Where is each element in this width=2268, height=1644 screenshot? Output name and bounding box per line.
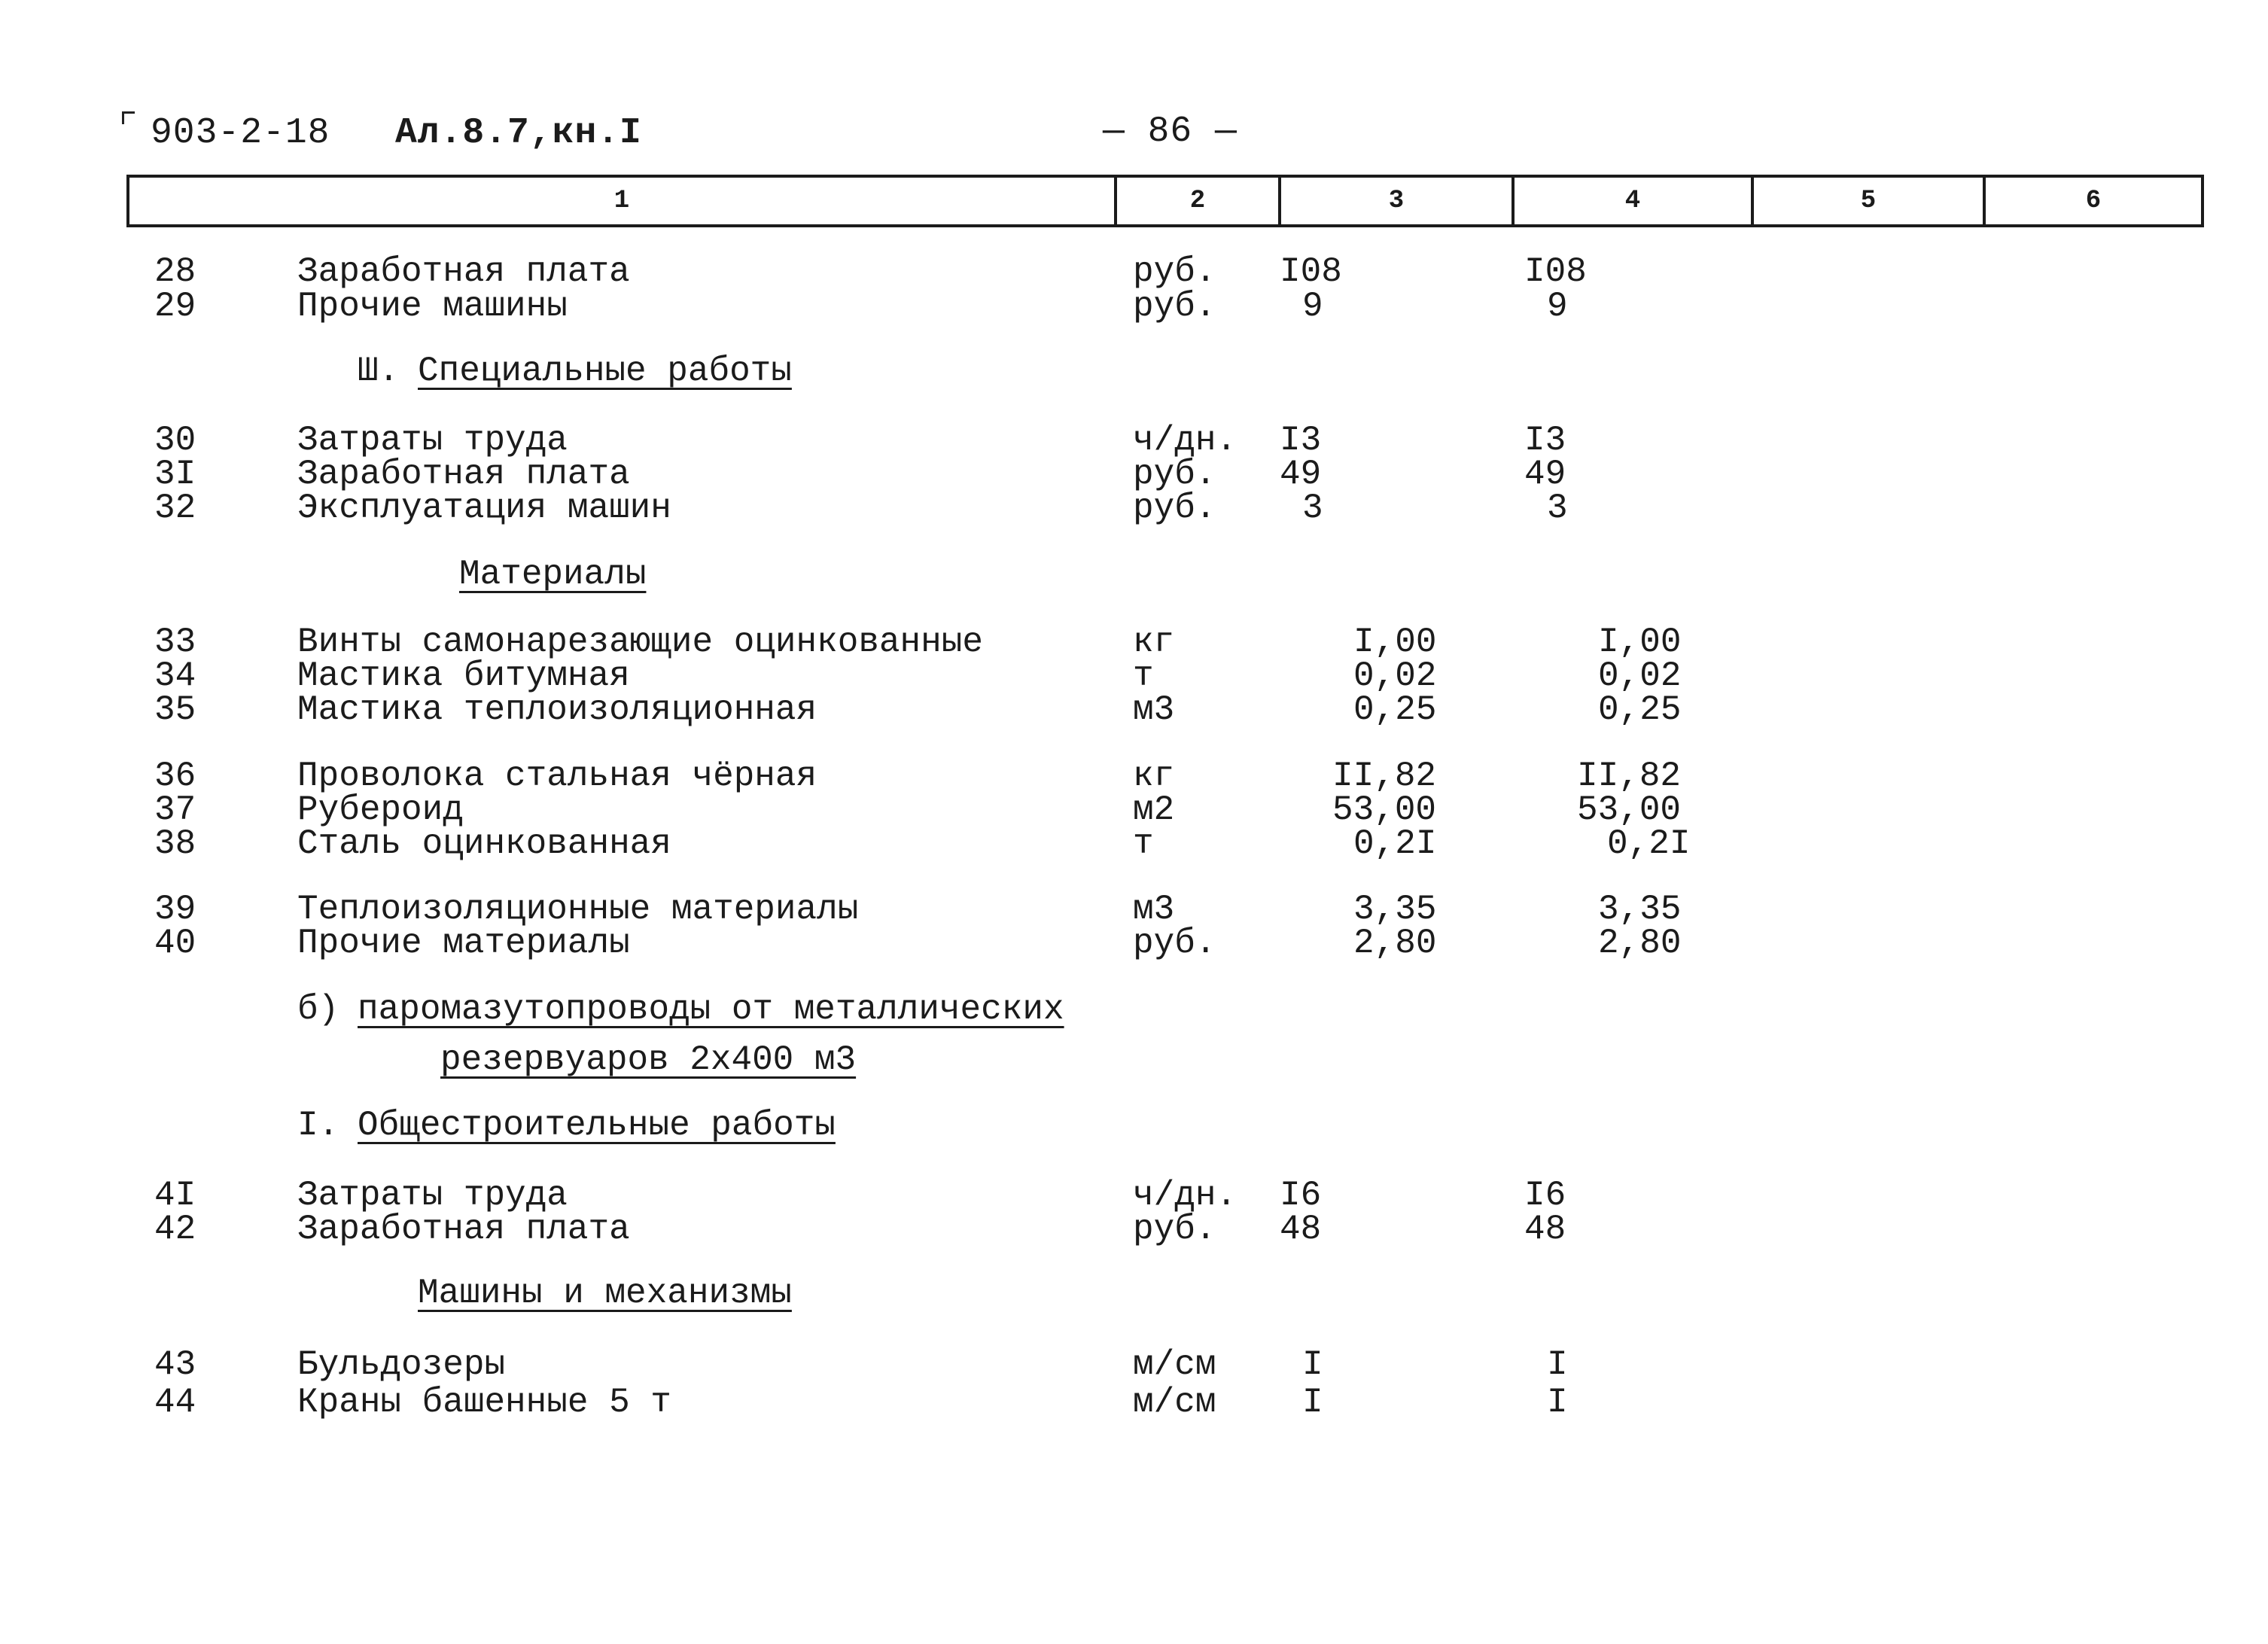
row-name: Мастика битумная <box>297 656 630 696</box>
row-unit: руб. <box>1133 1210 1216 1249</box>
row-unit: ч/дн. <box>1133 1176 1238 1215</box>
row-value-col3: 53,00 <box>1332 790 1437 830</box>
section-prefix: Ш. <box>358 352 400 391</box>
row-number: 44 <box>154 1383 196 1422</box>
row-name: Затраты труда <box>297 421 568 460</box>
row-unit: руб. <box>1133 924 1216 963</box>
row-number: 36 <box>154 757 196 796</box>
row-name: Эксплуатация машин <box>297 489 671 528</box>
row-unit: м/см <box>1133 1383 1216 1422</box>
row-value-col3: 0,02 <box>1353 656 1437 696</box>
row-unit: м3 <box>1133 890 1175 929</box>
row-value-col4: 3 <box>1547 489 1568 528</box>
column-header-5: 5 <box>1754 178 1986 224</box>
row-number: 37 <box>154 790 196 830</box>
row-name: Винты самонарезающие оцинкованные <box>297 623 983 662</box>
column-header-1: 1 <box>129 178 1117 224</box>
row-value-col4: 0,25 <box>1598 690 1682 729</box>
row-number: 42 <box>154 1210 196 1249</box>
row-value-col3: 0,25 <box>1353 690 1437 729</box>
row-unit: руб. <box>1133 489 1216 528</box>
section-heading-general: Общестроительные работы <box>358 1106 836 1145</box>
row-value-col3: 49 <box>1280 455 1322 494</box>
column-header-2: 2 <box>1117 178 1281 224</box>
subsection-heading-line1: паромазутопроводы от металлических <box>358 990 1064 1029</box>
row-value-col4: I3 <box>1524 421 1566 460</box>
row-name: Рубероид <box>297 790 464 830</box>
row-number: 29 <box>154 287 196 326</box>
doc-code: 903-2-18 <box>151 113 330 154</box>
row-value-col3: I <box>1302 1345 1323 1384</box>
section-prefix: I. <box>297 1106 339 1145</box>
subsection-heading-line2: резервуаров 2х400 м3 <box>440 1040 857 1079</box>
row-value-col3: 0,2I <box>1353 824 1437 863</box>
row-number: 34 <box>154 656 196 696</box>
row-number: 43 <box>154 1345 196 1384</box>
row-value-col4: 48 <box>1524 1210 1566 1249</box>
row-unit: ч/дн. <box>1133 421 1238 460</box>
row-name: Мастика теплоизоляционная <box>297 690 817 729</box>
row-name: Затраты труда <box>297 1176 568 1215</box>
row-name: Прочие материалы <box>297 924 630 963</box>
row-unit: руб. <box>1133 455 1216 494</box>
row-value-col3: 3 <box>1302 489 1323 528</box>
row-name: Бульдозеры <box>297 1345 506 1384</box>
row-value-col4: II,82 <box>1577 757 1682 796</box>
row-number: 33 <box>154 623 196 662</box>
row-unit: т <box>1133 656 1154 696</box>
row-value-col4: 9 <box>1547 287 1568 326</box>
row-name: Сталь оцинкованная <box>297 824 671 863</box>
row-value-col3: I,00 <box>1353 623 1437 662</box>
row-name: Краны башенные 5 т <box>297 1383 671 1422</box>
section-heading-special: Специальные работы <box>418 352 792 391</box>
row-value-col4: I6 <box>1524 1176 1566 1215</box>
row-number: 3I <box>154 455 196 494</box>
row-value-col4: 49 <box>1524 455 1566 494</box>
column-header-6: 6 <box>2085 187 2102 215</box>
subsection-prefix: б) <box>297 990 339 1029</box>
row-value-col4: I08 <box>1524 252 1587 291</box>
column-header-row <box>126 175 2204 227</box>
row-value-col3: I6 <box>1280 1176 1322 1215</box>
column-header-4: 4 <box>1515 178 1754 224</box>
row-value-col4: 0,02 <box>1598 656 1682 696</box>
row-name: Заработная плата <box>297 455 630 494</box>
row-value-col4: I,00 <box>1598 623 1682 662</box>
column-header-3: 3 <box>1281 178 1515 224</box>
row-unit: т <box>1133 824 1154 863</box>
row-unit: руб. <box>1133 287 1216 326</box>
page-number: — 86 — <box>1103 111 1238 152</box>
row-number: 39 <box>154 890 196 929</box>
row-number: 40 <box>154 924 196 963</box>
row-value-col3: I3 <box>1280 421 1322 460</box>
row-unit: кг <box>1133 623 1175 662</box>
row-value-col4: 0,2I <box>1607 824 1691 863</box>
row-value-col3: I08 <box>1280 252 1342 291</box>
row-unit: м/см <box>1133 1345 1216 1384</box>
row-value-col3: 3,35 <box>1353 890 1437 929</box>
row-value-col4: 53,00 <box>1577 790 1682 830</box>
section-heading-machines: Машины и механизмы <box>418 1274 792 1313</box>
row-number: 28 <box>154 252 196 291</box>
row-number: 32 <box>154 489 196 528</box>
row-value-col3: 48 <box>1280 1210 1322 1249</box>
row-unit: руб. <box>1133 252 1216 291</box>
row-name: Проволока стальная чёрная <box>297 757 817 796</box>
row-value-col3: 9 <box>1302 287 1323 326</box>
row-unit: кг <box>1133 757 1175 796</box>
row-number: 4I <box>154 1176 196 1215</box>
row-number: 35 <box>154 690 196 729</box>
row-name: Прочие машины <box>297 287 568 326</box>
corner-mark <box>122 111 135 124</box>
row-number: 38 <box>154 824 196 863</box>
row-value-col3: 2,80 <box>1353 924 1437 963</box>
row-value-col4: I <box>1547 1383 1568 1422</box>
row-name: Заработная плата <box>297 252 630 291</box>
section-heading-materials: Материалы <box>459 555 647 594</box>
row-name: Заработная плата <box>297 1210 630 1249</box>
row-unit: м3 <box>1133 690 1175 729</box>
row-value-col4: 2,80 <box>1598 924 1682 963</box>
row-unit: м2 <box>1133 790 1175 830</box>
row-value-col4: I <box>1547 1345 1568 1384</box>
row-value-col4: 3,35 <box>1598 890 1682 929</box>
row-name: Теплоизоляционные материалы <box>297 890 859 929</box>
row-number: 30 <box>154 421 196 460</box>
row-value-col3: II,82 <box>1332 757 1437 796</box>
album-ref: Ал.8.7,кн.I <box>395 113 642 154</box>
row-value-col3: I <box>1302 1383 1323 1422</box>
